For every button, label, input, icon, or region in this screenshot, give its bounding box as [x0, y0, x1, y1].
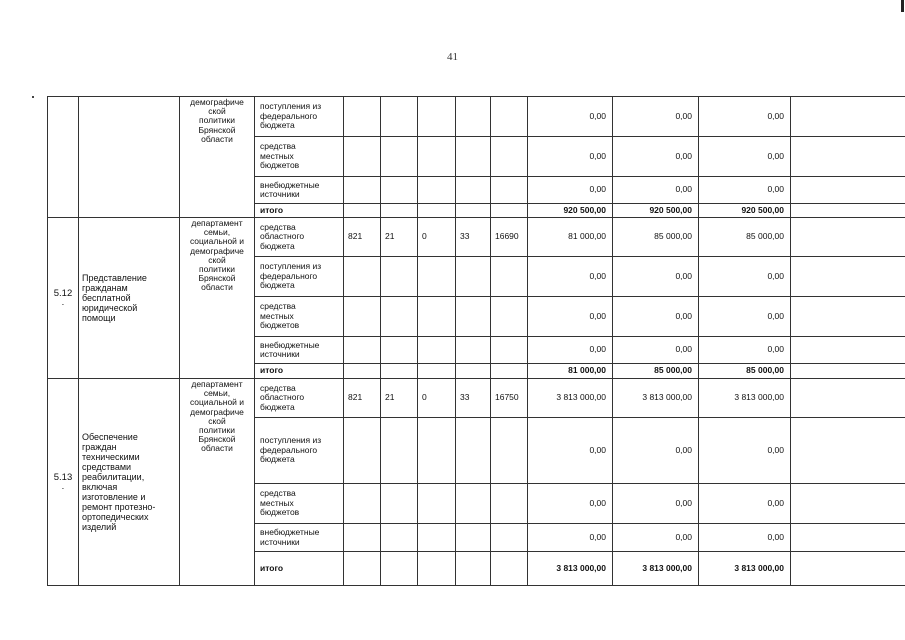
cell-source: итого: [255, 552, 344, 586]
cell-source: поступления из федерального бюджета: [255, 97, 344, 137]
cell-year1: 0,00: [528, 97, 613, 137]
cell-year2: 0,00: [613, 484, 699, 524]
cell-year1: 3 813 000,00: [528, 552, 613, 586]
cell-year3: 0,00: [699, 524, 791, 552]
cell-year3: 0,00: [699, 177, 791, 204]
cell-rz: 21: [381, 379, 418, 418]
cell-cs: [456, 418, 491, 484]
cell-rz: [381, 552, 418, 586]
cell-measure-name: [79, 97, 180, 218]
cell-number: 5.12 .: [48, 218, 79, 379]
cell-year1: 81 000,00: [528, 218, 613, 257]
cell-source: средства местных бюджетов: [255, 137, 344, 177]
cell-year1: 920 500,00: [528, 204, 613, 218]
cell-measure-name: Обеспечение граждан техническими средствами реабилитации, включая изготовление и ремонт протезно- ортопедических изделий: [79, 379, 180, 586]
cell-pr: [418, 524, 456, 552]
cell-grbs: [344, 257, 381, 297]
budget-table: [47, 96, 905, 586]
cell-year3: 3 813 000,00: [699, 379, 791, 418]
cell-vr: [491, 418, 528, 484]
cell-year1: 0,00: [528, 177, 613, 204]
cell-pr: [418, 137, 456, 177]
cell-vr: [491, 364, 528, 379]
cell-grbs: [344, 137, 381, 177]
cell-year3: 85 000,00: [699, 218, 791, 257]
cell-year2: 0,00: [613, 257, 699, 297]
cell-grbs: [344, 364, 381, 379]
cell-note: [791, 552, 905, 586]
cell-rz: 21: [381, 218, 418, 257]
cell-year2: 85 000,00: [613, 218, 699, 257]
cell-source: итого: [255, 364, 344, 379]
cell-executor: департамент семьи, социальной и демографиче ской политики Брянской области: [180, 218, 255, 379]
cell-note: [791, 524, 905, 552]
cell-executor: демографиче ской политики Брянской области: [180, 97, 255, 218]
cell-number: [48, 97, 79, 218]
cell-note: [791, 137, 905, 177]
cell-cs: [456, 204, 491, 218]
cell-note: [791, 418, 905, 484]
cell-year1: 0,00: [528, 337, 613, 364]
cell-source: итого: [255, 204, 344, 218]
cell-pr: [418, 484, 456, 524]
cell-note: [791, 204, 905, 218]
cell-year3: 0,00: [699, 97, 791, 137]
cell-rz: [381, 418, 418, 484]
cell-note: [791, 364, 905, 379]
cell-year2: 3 813 000,00: [613, 552, 699, 586]
cell-rz: [381, 97, 418, 137]
cell-year3: 0,00: [699, 257, 791, 297]
cell-year3: 85 000,00: [699, 364, 791, 379]
cell-note: [791, 337, 905, 364]
cell-vr: 16690: [491, 218, 528, 257]
cell-grbs: [344, 97, 381, 137]
cell-year1: 0,00: [528, 484, 613, 524]
cell-pr: 0: [418, 218, 456, 257]
cell-year3: 0,00: [699, 297, 791, 337]
cell-year2: 0,00: [613, 418, 699, 484]
cell-vr: [491, 204, 528, 218]
cell-year3: 0,00: [699, 337, 791, 364]
cell-cs: [456, 257, 491, 297]
cell-year1: 0,00: [528, 257, 613, 297]
cell-vr: [491, 524, 528, 552]
cell-rz: [381, 137, 418, 177]
cell-note: [791, 97, 905, 137]
cell-pr: [418, 297, 456, 337]
cell-pr: [418, 257, 456, 297]
cell-year2: 0,00: [613, 137, 699, 177]
cell-year3: 0,00: [699, 418, 791, 484]
cell-cs: [456, 337, 491, 364]
cell-cs: [456, 137, 491, 177]
cell-year3: 3 813 000,00: [699, 552, 791, 586]
cell-vr: 16750: [491, 379, 528, 418]
cell-cs: 33: [456, 218, 491, 257]
cell-rz: [381, 337, 418, 364]
cell-grbs: [344, 204, 381, 218]
cell-cs: [456, 552, 491, 586]
cell-source: средства областного бюджета: [255, 379, 344, 418]
cell-vr: [491, 97, 528, 137]
cell-grbs: [344, 297, 381, 337]
cell-year1: 0,00: [528, 137, 613, 177]
cell-cs: [456, 364, 491, 379]
cell-vr: [491, 257, 528, 297]
cell-cs: [456, 177, 491, 204]
cell-source: внебюджетные источники: [255, 524, 344, 552]
cell-rz: [381, 484, 418, 524]
cell-note: [791, 297, 905, 337]
cell-year1: 0,00: [528, 297, 613, 337]
cell-pr: [418, 418, 456, 484]
cell-year3: 920 500,00: [699, 204, 791, 218]
cell-vr: [491, 137, 528, 177]
cell-grbs: [344, 484, 381, 524]
cell-cs: [456, 97, 491, 137]
cell-source: средства областного бюджета: [255, 218, 344, 257]
cell-year3: 0,00: [699, 484, 791, 524]
cell-cs: [456, 524, 491, 552]
table-body: [48, 97, 905, 586]
cell-year1: 81 000,00: [528, 364, 613, 379]
cell-rz: [381, 524, 418, 552]
cell-pr: [418, 97, 456, 137]
cell-year1: 0,00: [528, 524, 613, 552]
cell-source: внебюджетные источники: [255, 177, 344, 204]
cell-year2: 85 000,00: [613, 364, 699, 379]
cell-vr: [491, 484, 528, 524]
cell-year2: 0,00: [613, 337, 699, 364]
cell-cs: [456, 297, 491, 337]
cell-vr: [491, 177, 528, 204]
cell-note: [791, 484, 905, 524]
page-number: 41: [447, 51, 458, 63]
cell-source: средства местных бюджетов: [255, 297, 344, 337]
cell-rz: [381, 364, 418, 379]
cell-source: поступления из федерального бюджета: [255, 418, 344, 484]
cell-source: поступления из федерального бюджета: [255, 257, 344, 297]
table-row: [48, 379, 905, 418]
cell-grbs: [344, 524, 381, 552]
cell-year2: 920 500,00: [613, 204, 699, 218]
cell-year2: 3 813 000,00: [613, 379, 699, 418]
cell-year1: 0,00: [528, 418, 613, 484]
cell-source: средства местных бюджетов: [255, 484, 344, 524]
cell-year1: 3 813 000,00: [528, 379, 613, 418]
cell-note: [791, 379, 905, 418]
cell-source: внебюджетные источники: [255, 337, 344, 364]
cell-note: [791, 218, 905, 257]
cell-year3: 0,00: [699, 137, 791, 177]
cell-executor: департамент семьи, социальной и демографиче ской политики Брянской области: [180, 379, 255, 586]
cell-grbs: 821: [344, 218, 381, 257]
cell-pr: [418, 177, 456, 204]
cell-pr: [418, 552, 456, 586]
cell-year2: 0,00: [613, 524, 699, 552]
cell-cs: [456, 484, 491, 524]
cell-vr: [491, 337, 528, 364]
cell-pr: 0: [418, 379, 456, 418]
cell-grbs: [344, 337, 381, 364]
cell-cs: 33: [456, 379, 491, 418]
cell-year2: 0,00: [613, 177, 699, 204]
table-row: [48, 97, 905, 137]
cell-pr: [418, 204, 456, 218]
cell-pr: [418, 337, 456, 364]
scan-edge-mark: [901, 0, 904, 12]
scan-dot: [32, 96, 34, 98]
cell-year2: 0,00: [613, 297, 699, 337]
cell-rz: [381, 177, 418, 204]
cell-rz: [381, 257, 418, 297]
cell-number: 5.13 .: [48, 379, 79, 586]
cell-note: [791, 257, 905, 297]
cell-year2: 0,00: [613, 97, 699, 137]
table-row: [48, 218, 905, 257]
cell-grbs: [344, 418, 381, 484]
cell-vr: [491, 552, 528, 586]
cell-grbs: [344, 552, 381, 586]
cell-note: [791, 177, 905, 204]
cell-pr: [418, 364, 456, 379]
cell-rz: [381, 204, 418, 218]
cell-vr: [491, 297, 528, 337]
cell-grbs: [344, 177, 381, 204]
cell-grbs: 821: [344, 379, 381, 418]
cell-measure-name: Представление гражданам бесплатной юридической помощи: [79, 218, 180, 379]
cell-rz: [381, 297, 418, 337]
